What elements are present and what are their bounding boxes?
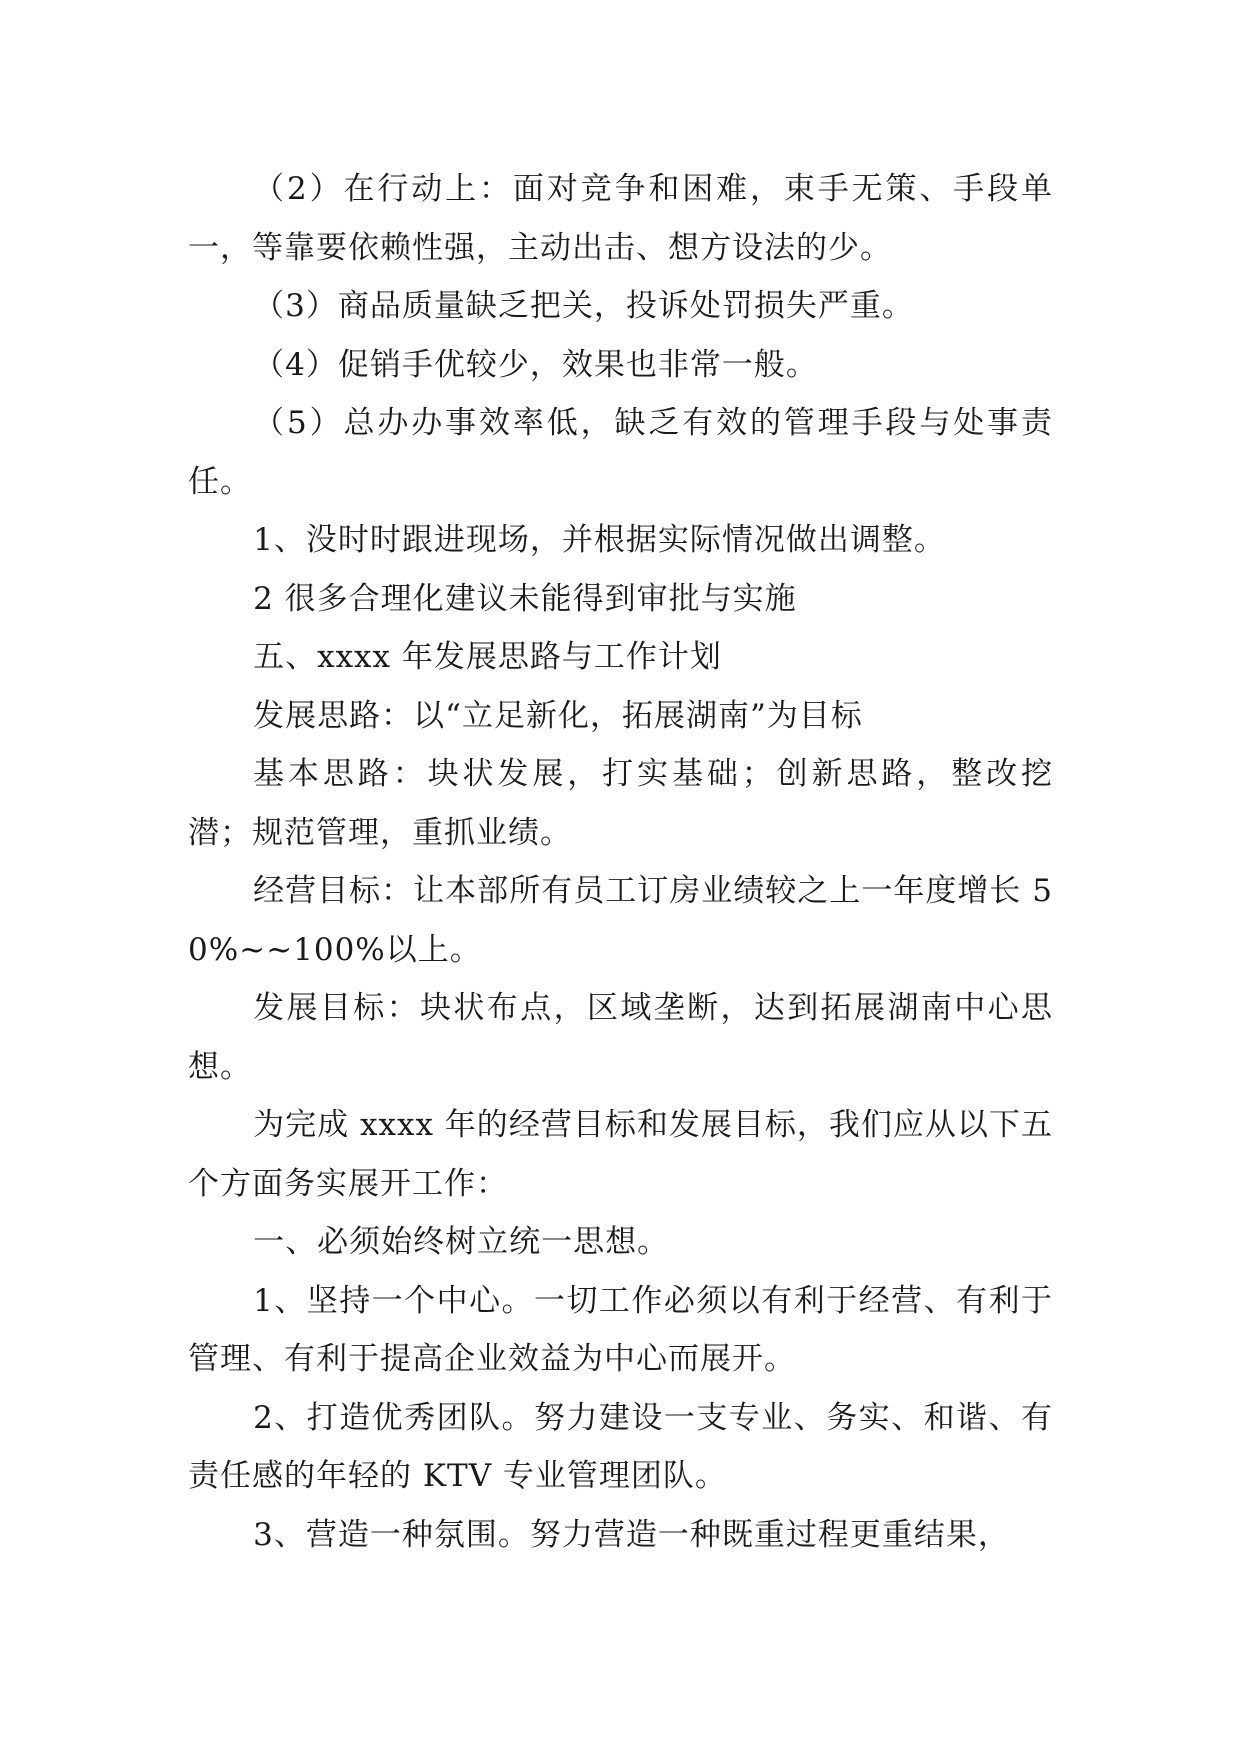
paragraph-action-issue: （2）在行动上：面对竞争和困难，束手无策、手段单一，等靠要依赖性强，主动出击、想方设法的少。 [188,171,1053,266]
paragraph-team: 2、打造优秀团队。努力建设一支专业、务实、和谐、有责任感的年轻的 KTV 专业管理团队。 [188,1399,1053,1494]
paragraph-basic-idea: 基本思路：块状发展，打实基础；创新思路，整改挖潜；规范管理，重抓业绩。 [188,756,1053,851]
paragraph-one-center: 1、坚持一个中心。一切工作必须以有利于经营、有利于管理、有利于提高企业效益为中心而展开。 [188,1282,1053,1377]
paragraph-development-goal: 发展目标：块状布点，区域垄断，达到拓展湖南中心思想。 [188,990,1053,1085]
paragraph-promotion-issue: （4）促销手优较少，效果也非常一般。 [253,346,818,383]
paragraph-efficiency-issue: （5）总办办事效率低，缺乏有效的管理手段与处事责任。 [188,405,1053,500]
document-body [188,160,1053,1564]
paragraph-quality-issue: （3）商品质量缺乏把关，投诉处罚损失严重。 [253,288,914,324]
paragraph-approval-issue: 2 很多合理化建议未能得到审批与实施 [253,580,797,617]
paragraph-atmosphere: 3、营造一种氛围。努力营造一种既重过程更重结果， [253,1516,1010,1553]
paragraph-development-idea: 发展思路：以“立足新化，拓展湖南”为目标 [253,697,863,734]
paragraph-business-goal: 经营目标：让本部所有员工订房业绩较之上一年度增长 50%~~100%以上。 [188,873,1053,968]
paragraph-five-aspects: 为完成 xxxx 年的经营目标和发展目标，我们应从以下五个方面务实展开工作： [188,1107,1053,1202]
paragraph-followup-issue: 1、没时时跟进现场，并根据实际情况做出调整。 [253,522,946,558]
subheading-unified-thinking: 一、必须始终树立统一思想。 [253,1224,670,1260]
section-heading-plan: 五、xxxx 年发展思路与工作计划 [253,639,722,675]
